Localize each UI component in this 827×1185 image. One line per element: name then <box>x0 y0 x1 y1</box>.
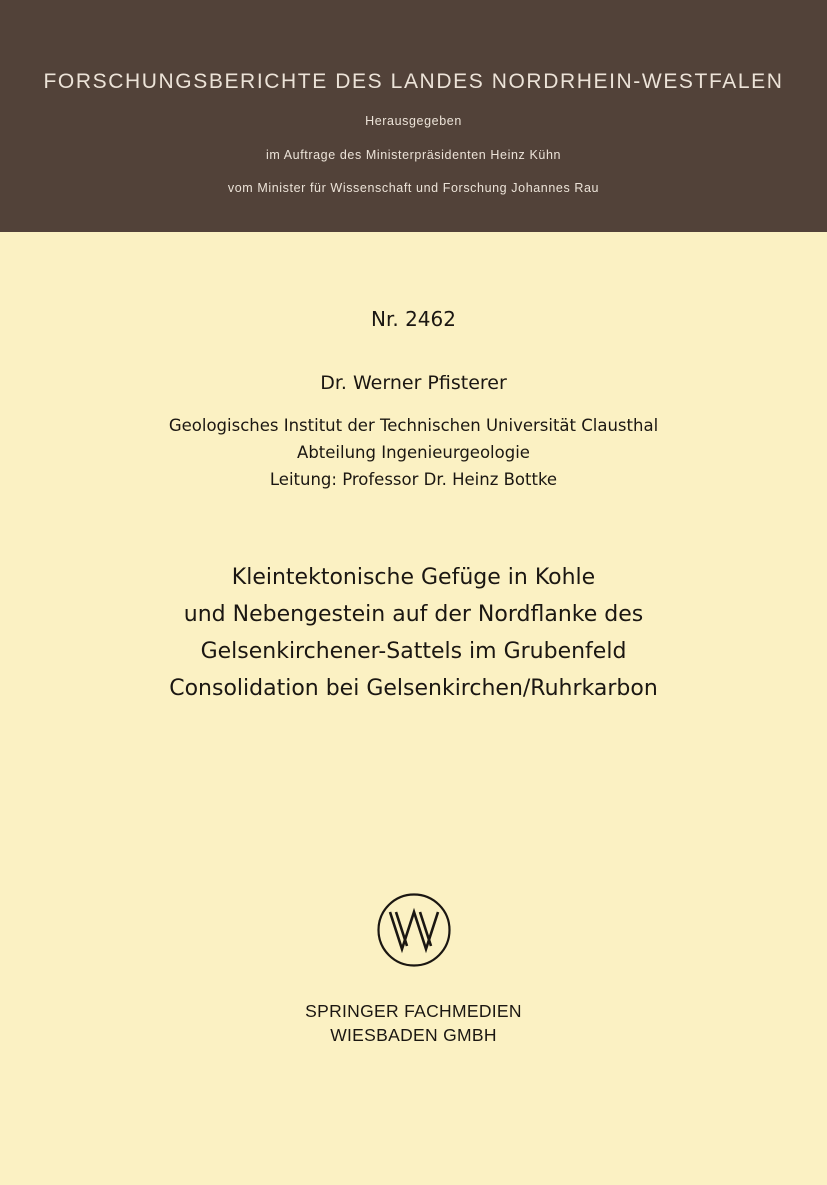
author-name: Dr. Werner Pfisterer <box>320 372 507 394</box>
affiliation-department: Abteilung Ingenieurgeologie <box>297 443 530 462</box>
affiliation-institute: Geologisches Institut der Technischen Universität Clausthal <box>168 416 659 435</box>
title-line-1: Kleintektonische Gefüge in Kohle <box>231 565 596 590</box>
report-number: Nr. 2462 <box>371 307 456 331</box>
springer-vw-logo-icon <box>376 892 452 968</box>
affiliation-head: Leitung: Professor Dr. Heinz Bottke <box>269 470 558 489</box>
editor-line-1: Herausgegeben <box>365 114 462 128</box>
title-line-4: Consolidation bei Gelsenkirchen/Ruhrkarbon <box>169 676 658 701</box>
title-line-2: und Nebengestein auf der Nordflanke des <box>183 602 644 627</box>
title-line-3: Gelsenkirchener-Sattels im Grubenfeld <box>200 639 627 664</box>
publisher-name: SPRINGER FACHMEDIEN <box>305 1001 522 1021</box>
cover-body <box>0 232 827 1185</box>
editor-line-2: im Auftrage des Ministerpräsidenten Heinz Kühn <box>265 148 562 162</box>
publisher-location: WIESBADEN GMBH <box>330 1025 497 1045</box>
editor-line-3: vom Minister für Wissenschaft und Forschung Johannes Rau <box>227 181 600 195</box>
series-header-band <box>0 0 827 232</box>
series-title: FORSCHUNGSBERICHTE DES LANDES NORDRHEIN-WESTFALEN <box>43 70 784 93</box>
